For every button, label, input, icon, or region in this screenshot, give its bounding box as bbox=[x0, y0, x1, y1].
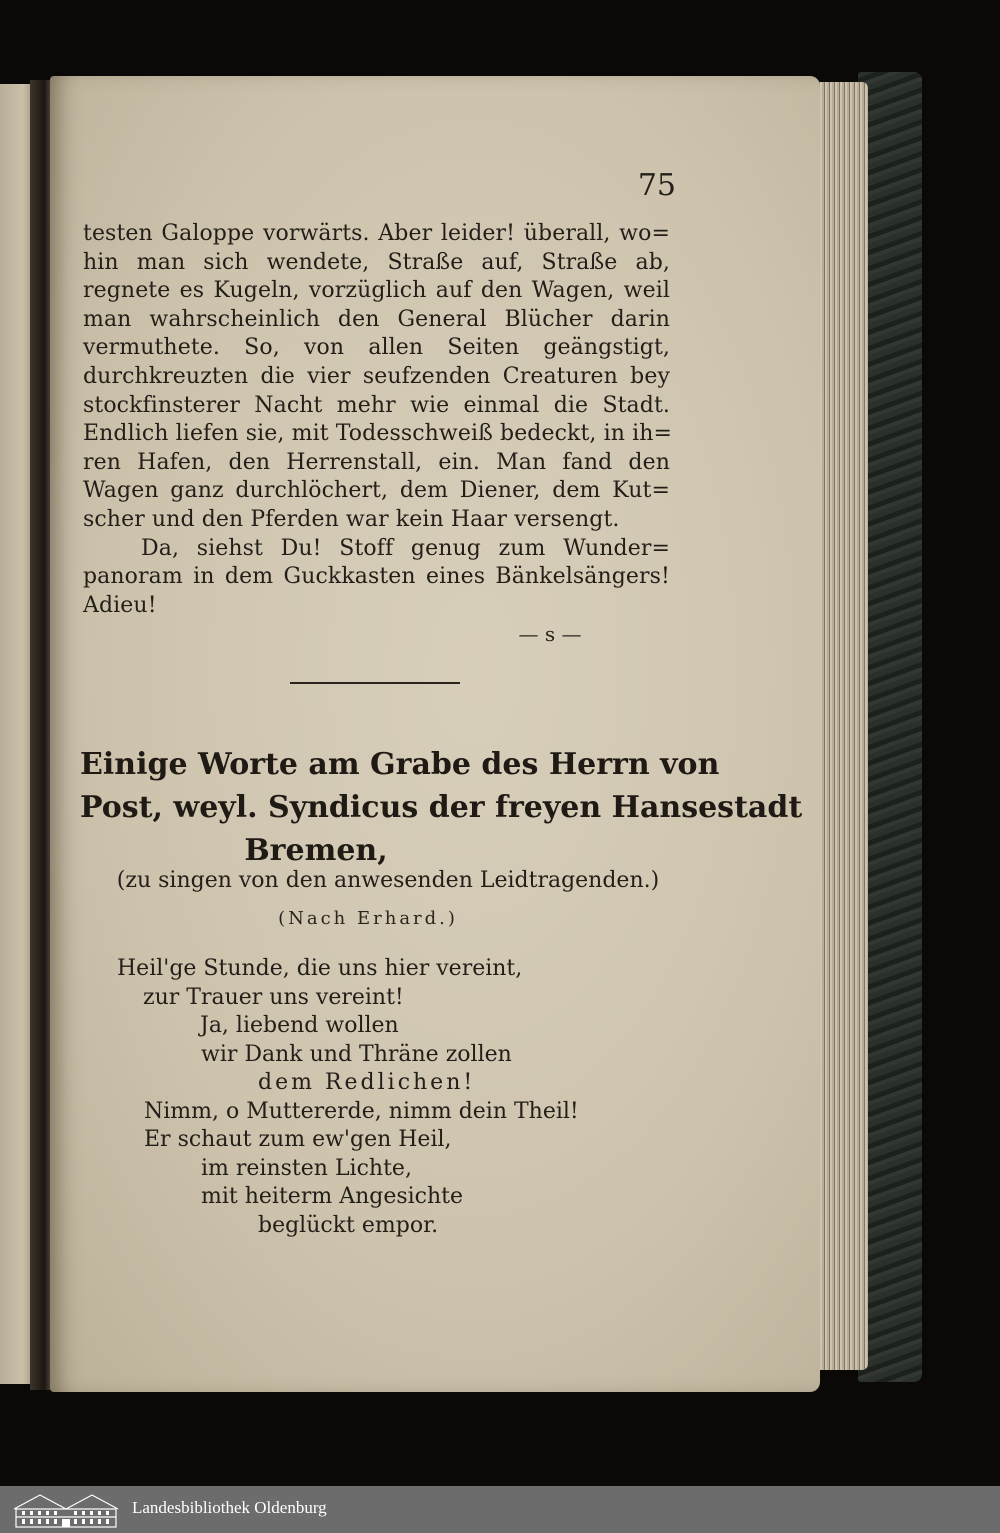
verse-line: im reinsten Lichte, bbox=[201, 1156, 412, 1181]
verse-line: mit heiterm Angesichte bbox=[201, 1184, 464, 1209]
verse-line: Nimm, o Muttererde, nimm dein Theil! bbox=[144, 1099, 579, 1124]
prose-line: testen Galoppe vorwärts. Aber leider! überall, wo= bbox=[83, 221, 670, 246]
poem-subtitle: (zu singen von den anwesenden Leidtragenden.) bbox=[116, 868, 660, 893]
prose-paragraph bbox=[83, 220, 673, 620]
melody-attribution: (Nach Erhard.) bbox=[278, 908, 458, 929]
prose-line: Wagen ganz durchlöchert, dem Diener, dem Kut= bbox=[83, 478, 670, 504]
prose-line: Adieu! bbox=[83, 592, 157, 618]
page-number: 75 bbox=[637, 168, 676, 203]
prose-line: Endlich liefen sie, mit Todesschweiß bedeckt, in ih= bbox=[83, 421, 673, 447]
horizontal-rule bbox=[290, 682, 460, 684]
prose-line: vermuthete. So, von allen Seiten geängstigt, bbox=[83, 335, 670, 361]
prose-line: regnete es Kugeln, vorzüglich auf den Wagen, weil bbox=[83, 278, 670, 304]
section-separator-mark: — s — bbox=[518, 622, 582, 646]
prose-line: panoram in dem Guckkasten eines Bänkelsängers! bbox=[83, 564, 670, 590]
poem-title bbox=[80, 743, 803, 872]
prose-line: hin man sich wendete, Straße auf, Straße ab, bbox=[83, 249, 670, 275]
footer-bar bbox=[0, 1486, 1000, 1533]
prose-line: Da, siehst Du! Stoff genug zum Wunder= bbox=[141, 535, 670, 561]
verse-line: zur Trauer uns vereint! bbox=[143, 985, 404, 1010]
verse-line: Er schaut zum ew'gen Heil, bbox=[144, 1127, 452, 1152]
prose-line: durchkreuzten die vier seufzenden Creaturen bey bbox=[83, 363, 670, 389]
poem-title-line: Bremen, bbox=[244, 833, 388, 868]
verse-line: dem Redlichen! bbox=[258, 1070, 476, 1095]
library-building-icon bbox=[10, 1489, 122, 1530]
verse-line: Ja, liebend wollen bbox=[200, 1013, 399, 1038]
page-edges bbox=[812, 82, 868, 1370]
prose-line: stockfinsterer Nacht mehr wie einmal die Stadt. bbox=[83, 392, 670, 418]
verse-line: Heil'ge Stunde, die uns hier vereint, bbox=[117, 956, 523, 981]
prose-line: man wahrscheinlich den General Blücher darin bbox=[83, 306, 670, 332]
poem-title-line: Post, weyl. Syndicus der freyen Hansestadt bbox=[80, 790, 803, 825]
verse-line: wir Dank und Thräne zollen bbox=[201, 1042, 512, 1067]
verse-line: beglückt empor. bbox=[258, 1213, 439, 1238]
prose-line: scher und den Pferden war kein Haar versengt. bbox=[83, 506, 620, 532]
poem-title-line: Einige Worte am Grabe des Herrn von bbox=[80, 747, 720, 782]
prose-line: ren Hafen, den Herrenstall, ein. Man fand den bbox=[83, 449, 670, 475]
library-name-label: Landesbibliothek Oldenburg bbox=[132, 1498, 327, 1517]
